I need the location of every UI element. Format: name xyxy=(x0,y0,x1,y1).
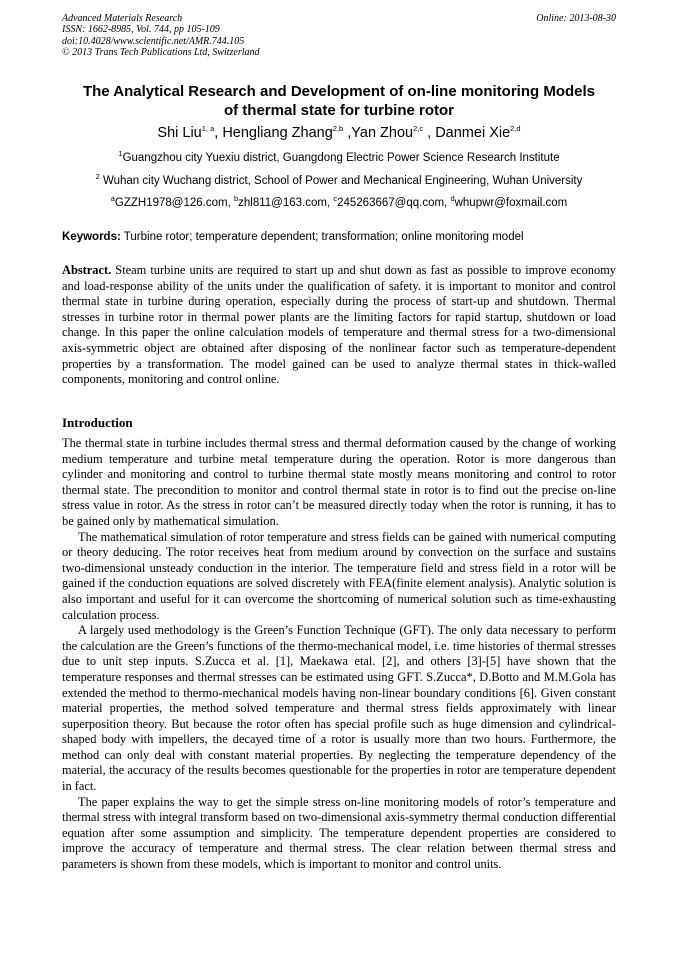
journal-header xyxy=(62,13,616,59)
abstract-paragraph xyxy=(62,263,616,388)
affiliation-2 xyxy=(62,174,616,188)
abstract-text: Steam turbine units are required to start up and shut down as fast as possible to improve economy and load-response ability of the units under the qualification of safety. it is important to monitor and control thermal state in turbine during operation, especially during the process of start-up and shutdown. Thermal stresses in turbine rotor in thermal power plants are the limiting factors for rapid startup, shutdown or load change. In this paper the online calculation models of temperature and thermal stress for a two-dimensional axis-symmetric object are obtained after disposing of the nonlinear factor such as temperature-dependent properties by a transformation. The model gained can be used to analyze thermal states in thick-walled components, monitoring and control online. xyxy=(62,263,616,387)
affiliation-mark: 1 xyxy=(118,149,123,159)
email-mark: d xyxy=(450,194,455,204)
copyright-line: © 2013 Trans Tech Publications Ltd, Switzerland xyxy=(62,47,260,59)
affiliation-1 xyxy=(62,151,616,165)
online-date: Online: 2013-08-30 xyxy=(536,13,616,24)
author-affiliation-mark: 2,c xyxy=(413,124,424,134)
introduction-body xyxy=(62,436,616,873)
author-name: Danmei Xie xyxy=(435,125,511,141)
author-name: Hengliang Zhang xyxy=(222,125,333,141)
journal-name: Advanced Materials Research xyxy=(62,13,183,24)
intro-paragraph: The paper explains the way to get the simple stress on-line monitoring models of rotor’s temperature and thermal stress with integral transform based on two-dimensional axis-symmetry thermal conduction differential equation after some assumption and simplicity. The temperature dependent properties are considered to improve the accuracy of temperature and thermal stress. The clear relation between thermal stress and parameters is shown from these models, which is important to monitor and control units. xyxy=(62,794,616,872)
affiliation-text: Guangzhou city Yuexiu district, Guangdong Electric Power Science Research Institute xyxy=(122,152,560,164)
paper-title xyxy=(62,82,616,120)
email-address: whupwr@foxmail.com xyxy=(454,197,568,209)
doi-line: doi:10.4028/www.scientific.net/AMR.744.105 xyxy=(62,35,245,47)
email-mark: c xyxy=(333,194,338,204)
affiliation-text: Wuhan city Wuchang district, School of Power and Mechanical Engineering, Wuhan University xyxy=(102,175,583,187)
intro-paragraph: A largely used methodology is the Green’s Function Technique (GFT). The only data necessary to perform the calculation are the Green’s functions of the thermo-mechanical model, i.e. time histories of thermal stresses due to unit step inputs. S.Zucca et al. [1], Maekawa etal. [2], and others [3]-[5] have shown that the temperature responses and thermal stresses can be estimated using GFT. S.Zucca*, D.Botto and M.M.Gola has extended the method to thermo-mechanical models having non-linear boundary conditions [6]. Given constant material properties, the method solved temperature and thermal stress fields approximately with linear superposition theory. But because the rotor often has special profile such as huge dimension and cylindrical-shaped body with impellers, the decayed time of a rotor is usually more than two hours. Furthermore, the method can only deal with constant material properties. By neglecting the temperature dependency of the material, the accuracy of the results becomes questionable for the properties in rotor are temperature dependent in fact. xyxy=(62,623,616,794)
author-name: Yan Zhou xyxy=(351,125,414,141)
keywords-text: Turbine rotor; temperature dependent; transformation; online monitoring model xyxy=(123,231,524,243)
introduction-heading: Introduction xyxy=(62,415,133,430)
author-name: Shi Liu xyxy=(157,125,202,141)
email-mark: b xyxy=(233,194,239,204)
affiliation-mark: 2 xyxy=(95,172,100,182)
issn-line: ISSN: 1662-8985, Vol. 744, pp 105-109 xyxy=(62,24,220,36)
intro-paragraph: The thermal state in turbine includes thermal stress and thermal deformation caused by the change of working medium temperature and turbine metal temperature during the operation. Rotor is more dangerous than cylinder and monitoring and control to turbine thermal state mostly means monitoring and control to rotor thermal state. The precondition to monitor and control thermal state in rotor is to find out the precise on-line stress value in rotor. As the stress in rotor can’t be measured directly today when the rotor is running, it has to be gained only by mathematical simulation. xyxy=(62,436,616,528)
intro-paragraph: The mathematical simulation of rotor temperature and stress fields can be gained with numerical computing or theory deducing. The rotor receives heat from medium around by convection on the surface and sustains two-dimensional unsteady conduction in the interior. The temperature field and stress field in a rotor will be gained if the conduction equations are solved discretely with FEA(finite element analysis). Analytic solution is also important and useful for it can overcome the shortcoming of numerical solution such as time-exhausting calculation process. xyxy=(62,529,616,622)
email-address: GZZH1978@126.com xyxy=(114,197,228,209)
author-list: Shi Liu$^{1, a}$, Hengliang Zhang$^{2,b}$ ,Yan Zhou$^{2,c}$ , Danmei Xie$^{2,d}$ xyxy=(157,124,521,141)
author-affiliation-mark: 2,d xyxy=(510,124,521,134)
title-line-1: The Analytical Research and Development of on-line monitoring Models xyxy=(82,83,596,100)
keywords-label: Keywords: xyxy=(62,231,121,243)
keywords-line xyxy=(62,230,616,244)
email-address: zhl811@163.com xyxy=(238,197,327,209)
author-affiliation-mark: 1, a xyxy=(201,124,215,134)
author-emails: $^a$GZZH1978@126.com, $^b$zhl811@163.com, $^c$245263667@qq.com, $^d$whupwr@foxmail.com xyxy=(110,194,568,209)
title-line-2: of thermal state for turbine rotor xyxy=(223,102,455,119)
email-mark: a xyxy=(110,194,115,204)
abstract-label: Abstract. xyxy=(62,263,112,277)
email-address: 245263667@qq.com xyxy=(337,197,445,209)
author-affiliation-mark: 2,b xyxy=(332,124,344,134)
